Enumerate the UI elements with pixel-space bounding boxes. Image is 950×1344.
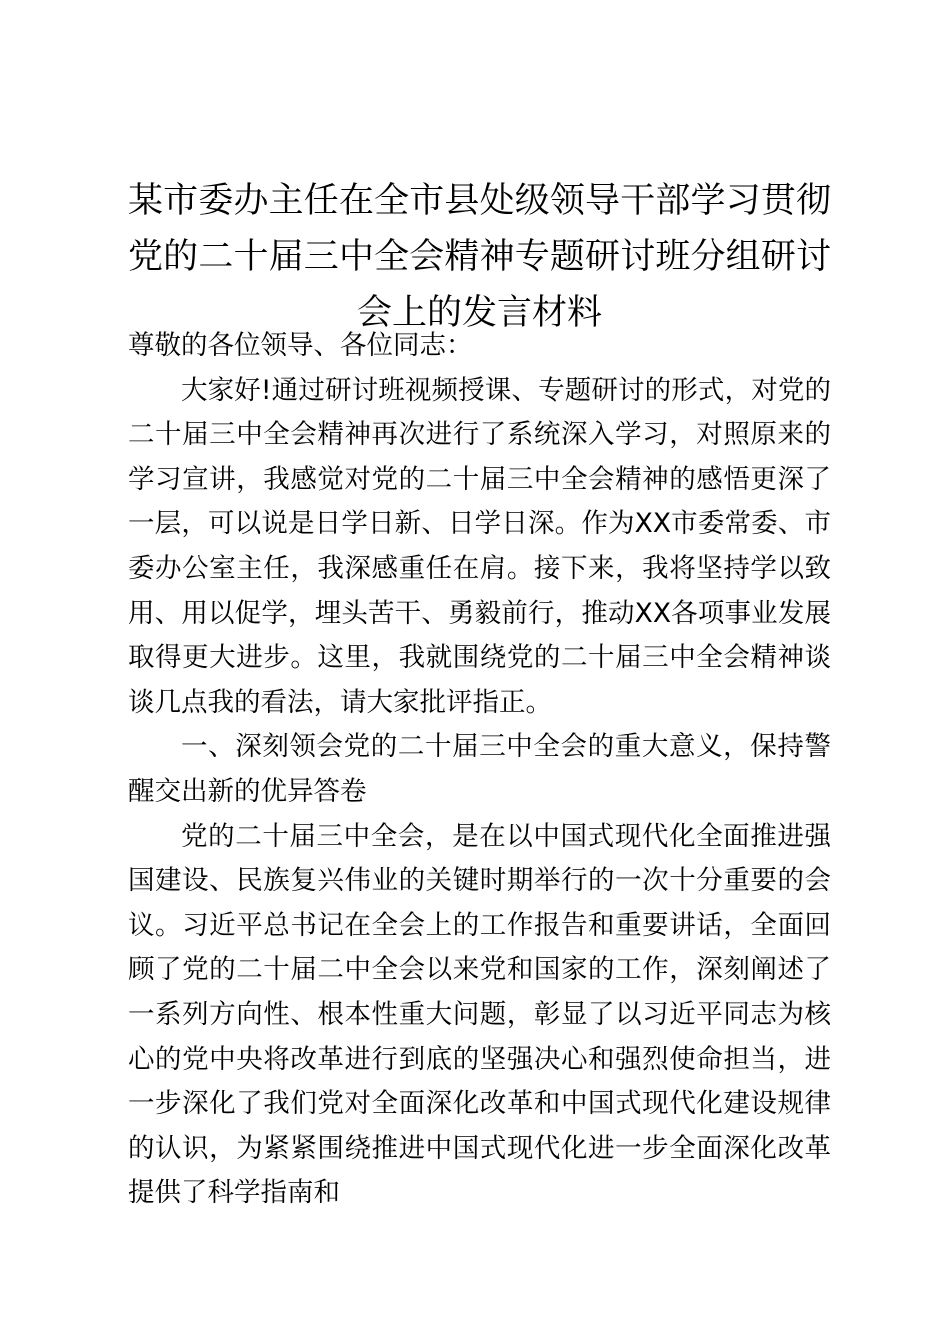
salutation: 尊敬的各位领导、各位同志：: [128, 330, 473, 361]
paragraph-section-1: 党的二十届三中全会，是在以中国式现代化全面推进强国建设、民族复兴伟业的关键时期举行的一次十分重要的会议。习近平总书记在全会上的工作报告和重要讲话，全面回顾了党的二十届二中全会以来党和国家的工作，深刻阐述了一系列方向性、根本性重大问题，彰显了以习近平同志为核心的党中央将改革进行到底的坚强决心和强烈使命担当，进一步深化了我们党对全面深化改革和中国式现代化建设规律的认识，为紧紧围绕推进中国式现代化进一步全面深化改革提供了科学指南和: [128, 820, 831, 1209]
document-body: [128, 324, 831, 1216]
document-title: 某市委办主任在全市县处级领导干部学习贯彻党的二十届三中全会精神专题研讨班分组研讨会上的发言材料: [128, 181, 831, 333]
paragraph-intro: 大家好!通过研讨班视频授课、专题研讨的形式，对党的二十届三中全会精神再次进行了系统深入学习，对照原来的学习宣讲，我感觉对党的二十届三中全会精神的感悟更深了一层，可以说是日学日新、日学日深。作为XX市委常委、市委办公室主任，我深感重任在肩。接下来，我将坚持学以致用、用以促学，埋头苦干、勇毅前行，推动XX各项事业发展取得更大进步。这里，我就围绕党的二十届三中全会精神谈谈几点我的看法，请大家批评指正。: [128, 374, 831, 718]
section-heading-1: 一、深刻领会党的二十届三中全会的重大意义，保持警醒交出新的优异答卷: [128, 731, 831, 807]
